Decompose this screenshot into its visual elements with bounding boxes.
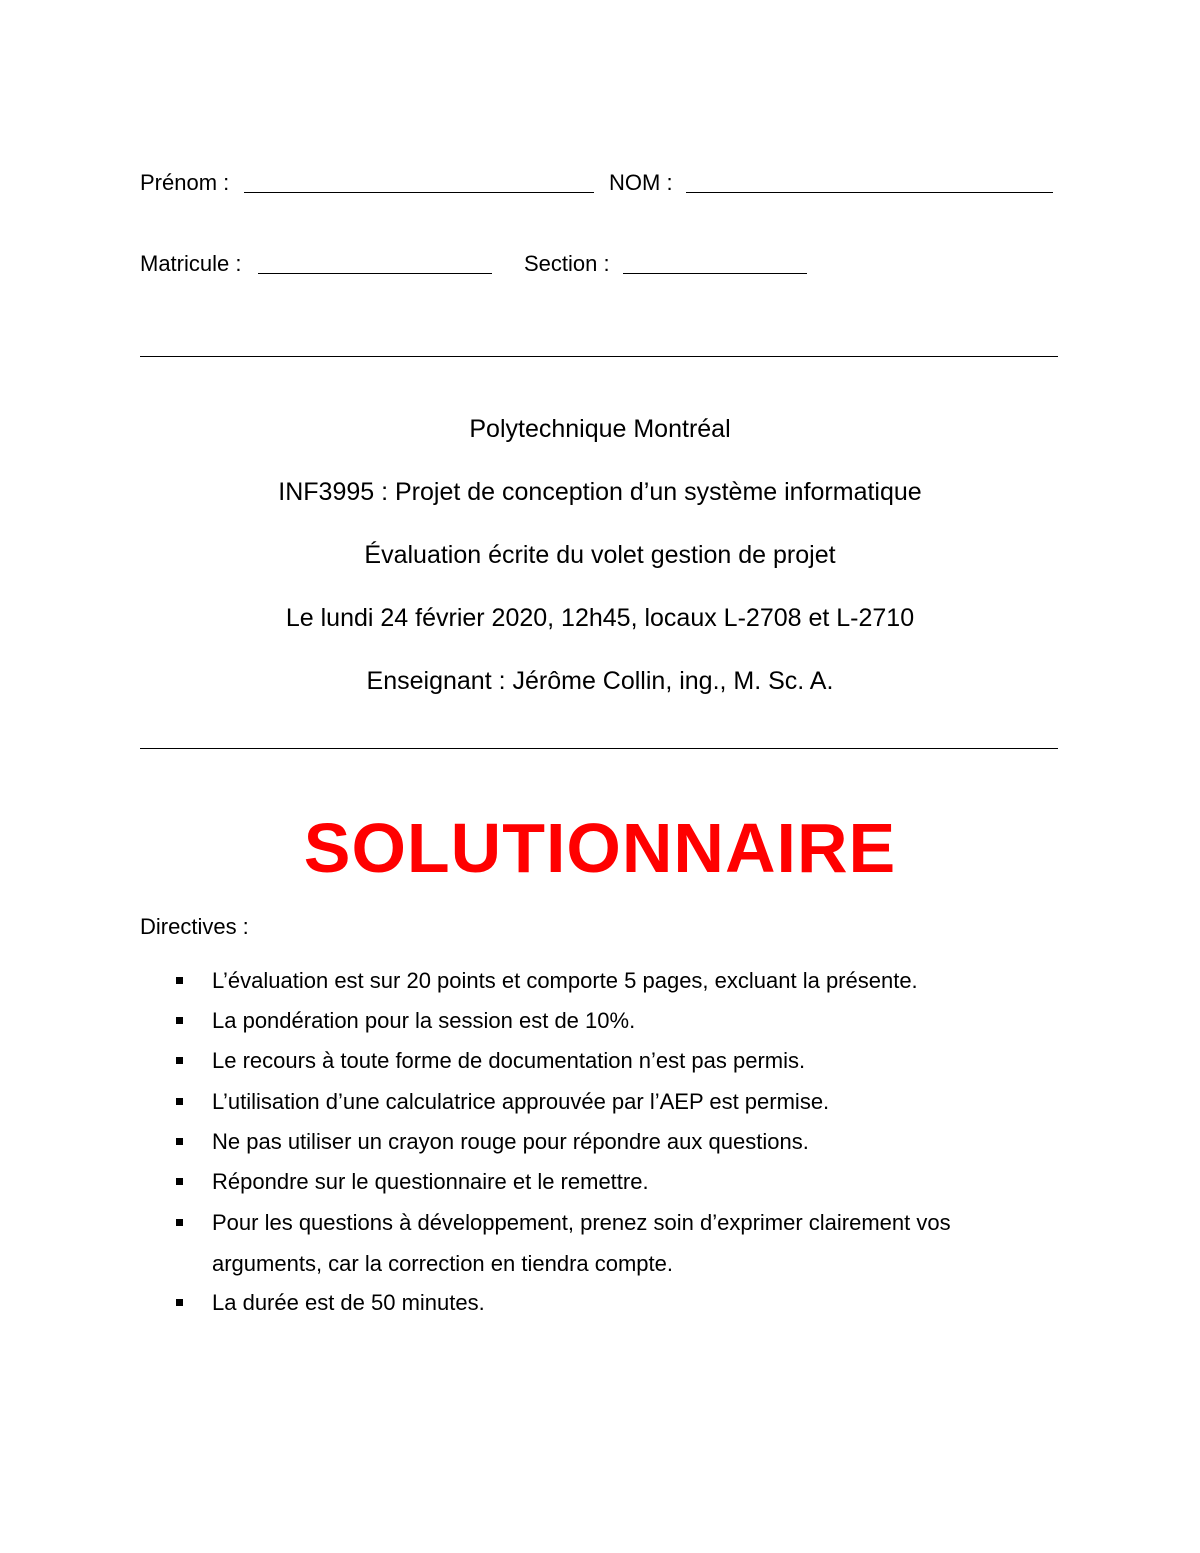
solution-stamp: SOLUTIONNAIRE xyxy=(303,809,897,887)
bottom-divider xyxy=(140,748,1058,749)
course-title: INF3995 : Projet de conception d’un système informatique xyxy=(278,478,922,506)
directive-item: L’évaluation est sur 20 points et comporte 5 pages, excluant la présente. xyxy=(212,968,918,993)
bullet-icon xyxy=(176,1219,183,1226)
directive-item: La pondération pour la session est de 10%. xyxy=(212,1008,636,1033)
institution-name: Polytechnique Montréal xyxy=(469,415,731,443)
prenom-label: Prénom : xyxy=(140,170,230,195)
directives-title: Directives : xyxy=(140,914,249,939)
bullet-icon xyxy=(176,1138,183,1145)
directive-item: Répondre sur le questionnaire et le remettre. xyxy=(212,1169,649,1194)
prenom-field[interactable] xyxy=(244,192,594,193)
directive-item: Pour les questions à développement, prenez soin d’exprimer clairement vos xyxy=(212,1210,951,1235)
directive-item: Ne pas utiliser un crayon rouge pour répondre aux questions. xyxy=(212,1129,809,1154)
directive-item-continuation: arguments, car la correction en tiendra compte. xyxy=(212,1251,674,1276)
bullet-icon xyxy=(176,977,183,984)
bullet-icon xyxy=(176,1098,183,1105)
bullet-icon xyxy=(176,1299,183,1306)
directive-item: L’utilisation d’une calculatrice approuvée par l’AEP est permise. xyxy=(212,1089,830,1114)
bullet-icon xyxy=(176,1017,183,1024)
nom-field[interactable] xyxy=(686,192,1053,193)
section-label: Section : xyxy=(524,251,610,276)
bullet-icon xyxy=(176,1178,183,1185)
matricule-field[interactable] xyxy=(258,273,492,274)
top-divider xyxy=(140,356,1058,357)
teacher-name: Enseignant : Jérôme Collin, ing., M. Sc. A. xyxy=(366,667,834,695)
directive-item: Le recours à toute forme de documentation n’est pas permis. xyxy=(212,1048,806,1073)
exam-date-location: Le lundi 24 février 2020, 12h45, locaux L-2708 et L-2710 xyxy=(285,604,915,632)
section-field[interactable] xyxy=(623,273,807,274)
directive-item: La durée est de 50 minutes. xyxy=(212,1290,485,1315)
nom-label: NOM : xyxy=(609,170,673,195)
matricule-label: Matricule : xyxy=(140,251,242,276)
evaluation-title: Évaluation écrite du volet gestion de projet xyxy=(364,541,836,569)
bullet-icon xyxy=(176,1057,183,1064)
